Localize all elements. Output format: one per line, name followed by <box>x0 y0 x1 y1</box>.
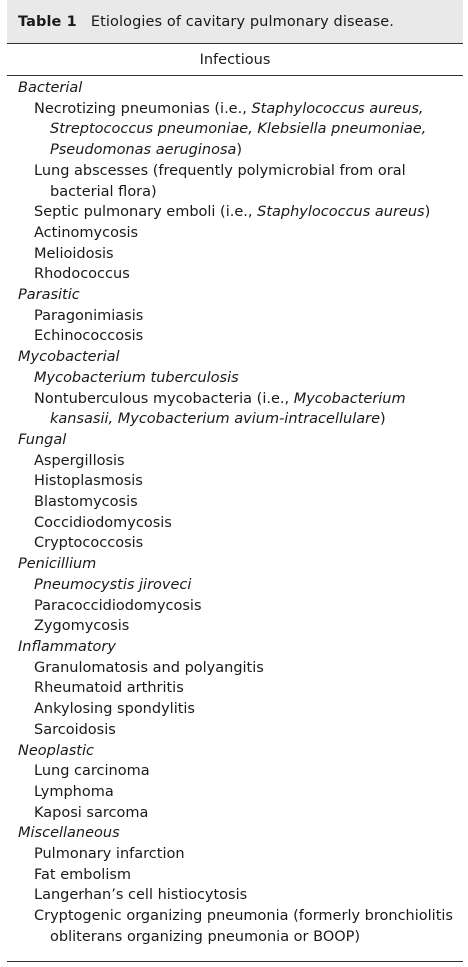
list-item <box>7 803 463 824</box>
row-text: Rhodococcus <box>34 266 130 283</box>
list-item-continuation <box>7 119 463 140</box>
row-text: Lymphoma <box>34 783 114 800</box>
row-text: Cryptogenic organizing pneumonia (formerly bronchiolitis <box>34 908 453 925</box>
row-text: Bacterial <box>18 80 83 96</box>
list-item <box>7 596 463 617</box>
row-text: Aspergillosis <box>34 452 125 469</box>
row-text: Fat embolism <box>34 866 132 883</box>
row-text: Cryptococcosis <box>34 535 144 552</box>
list-item <box>7 451 463 472</box>
row-text: Kaposi sarcoma <box>34 804 149 821</box>
row-text: Penicillium <box>18 556 97 573</box>
list-item <box>7 844 463 865</box>
category-heading <box>7 430 463 451</box>
row-text: Blastomycosis <box>34 494 138 511</box>
row-text: Actinomycosis <box>34 224 139 241</box>
list-item <box>7 492 463 513</box>
row-text: ) <box>236 142 243 159</box>
row-text: Parasitic <box>18 287 80 304</box>
category-heading <box>7 285 463 306</box>
row-text: Ankylosing spondylitis <box>34 701 195 718</box>
category-heading <box>7 554 463 575</box>
row-text: Neoplastic <box>18 742 94 759</box>
row-text: Inflammatory <box>18 638 116 655</box>
list-item <box>7 699 463 720</box>
row-text: Zygomycosis <box>34 618 130 635</box>
list-item <box>7 678 463 699</box>
list-item <box>7 616 463 637</box>
table-body <box>7 76 463 948</box>
list-item <box>7 368 463 389</box>
etiologies-table <box>7 0 463 948</box>
table-label: Table 1 <box>18 13 77 30</box>
table-caption: Etiologies of cavitary pulmonary disease. <box>90 13 394 30</box>
row-text: Pulmonary infarction <box>34 846 185 863</box>
row-text: Mycobacterium <box>293 390 406 407</box>
row-text: Staphylococcus aureus, <box>251 100 424 117</box>
row-text: Septic pulmonary emboli (i.e., <box>34 204 258 221</box>
row-text: Langerhan’s cell histiocytosis <box>34 887 248 904</box>
category-heading <box>7 347 463 368</box>
row-text: Lung abscesses (frequently polymicrobial from oral <box>34 162 406 179</box>
row-text: Histoplasmosis <box>34 473 143 490</box>
list-item <box>7 761 463 782</box>
category-heading <box>7 823 463 844</box>
row-text: Staphylococcus aureus <box>257 204 425 221</box>
row-text: Sarcoidosis <box>34 721 116 738</box>
row-text: Rheumatoid arthritis <box>34 680 184 697</box>
category-heading <box>7 741 463 762</box>
list-item <box>7 244 463 265</box>
row-text: obliterans organizing pneumonia or BOOP) <box>50 928 361 945</box>
list-item <box>7 533 463 554</box>
row-text: Pseudomonas aeruginosa <box>50 142 237 159</box>
list-item-continuation <box>7 927 463 948</box>
row-text: ) <box>424 204 431 221</box>
row-text: Coccidiodomycosis <box>34 514 172 531</box>
column-header: Infectious <box>199 51 271 68</box>
row-text: Melioidosis <box>34 245 114 262</box>
row-text: Nontuberculous mycobacteria (i.e., <box>34 390 294 407</box>
list-item <box>7 720 463 741</box>
list-item <box>7 264 463 285</box>
row-text: bacterial flora) <box>50 183 157 200</box>
list-item <box>7 306 463 327</box>
list-item <box>7 326 463 347</box>
row-text: Pneumocystis jiroveci <box>34 576 192 593</box>
row-text: Paracoccidiodomycosis <box>34 597 202 614</box>
table-bottom-rule <box>7 961 463 962</box>
row-text: Miscellaneous <box>18 825 120 842</box>
list-item <box>7 223 463 244</box>
table-title-bar <box>7 0 463 43</box>
list-item-continuation <box>7 140 463 161</box>
row-text: Paragonimiasis <box>34 307 144 324</box>
category-heading <box>7 78 463 99</box>
list-item <box>7 161 463 182</box>
list-item <box>7 885 463 906</box>
list-item <box>7 865 463 886</box>
row-text: Echinococcosis <box>34 328 144 345</box>
category-heading <box>7 637 463 658</box>
row-text: Lung carcinoma <box>34 763 150 780</box>
list-item <box>7 471 463 492</box>
list-item-continuation <box>7 409 463 430</box>
row-text: kansasii, Mycobacterium avium-intracellulare <box>50 411 380 428</box>
list-item <box>7 513 463 534</box>
row-text: Streptococcus pneumoniae, Klebsiella pneumoniae, <box>50 121 427 138</box>
row-text: ) <box>380 411 386 428</box>
list-item-continuation <box>7 182 463 203</box>
list-item <box>7 906 463 927</box>
row-text: Mycobacterium tuberculosis <box>34 369 239 386</box>
row-text: Fungal <box>18 431 67 448</box>
list-item <box>7 389 463 410</box>
list-item <box>7 575 463 596</box>
list-item <box>7 99 463 120</box>
row-text: Mycobacterial <box>18 349 120 366</box>
row-text: Granulomatosis and polyangitis <box>34 659 264 676</box>
list-item <box>7 782 463 803</box>
list-item <box>7 658 463 679</box>
row-text: Necrotizing pneumonias (i.e., <box>34 100 252 117</box>
list-item <box>7 202 463 223</box>
